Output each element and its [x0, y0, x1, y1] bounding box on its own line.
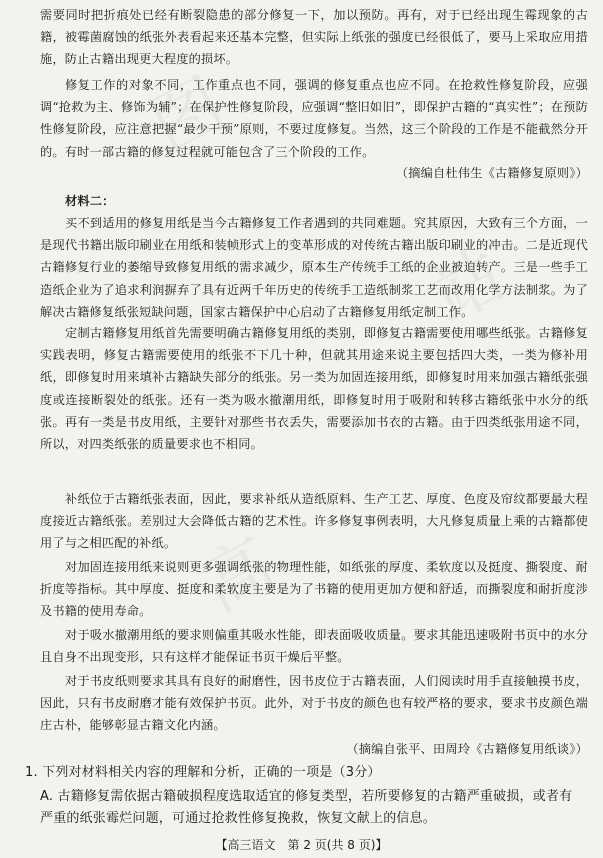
watermark: 高 — [187, 522, 288, 628]
source-citation: （摘编自杜伟生《古籍修复原则》） — [395, 166, 588, 180]
paragraph: 补纸位于古籍纸张表面，因此，要求补纸从造纸原料、生产工艺、厚度、色度及帘纹都要最大程度接近古籍纸张。差别过大会降低古籍的艺术性。许多修复事例表明，大凡修复质量上乘的古籍都使用了与之相匹配的补纸。 — [40, 492, 588, 551]
paragraph: 对加固连接用纸来说则更多强调纸张的物理性能，如纸张的厚度、柔软度以及挺度、撕裂度、耐折度等指标。其中厚度、挺度和柔软度主要是为了书籍的使用更加方便和舒适，而撕裂度和耐折度涉及书籍的使用寿命。 — [40, 560, 588, 619]
paragraph: 买不到适用的修复用纸是当今古籍修复工作者遇到的共同难题。究其原因，大致有三个方面，一是现代书籍出版印刷业在用纸和装帧形式上的变革形成的对传统古籍出版印刷业的冲击。二是近现代古籍修复行业的萎缩导致修复用纸的需求减少，原本生产传统手工纸的企业被迫转产。三是一些手工造纸企业为了追求利润摒弃了具有近两千年历史的传统手工造纸制浆工艺而改用化学方法制浆。为了解决古籍修复纸张短缺问题，国家古籍保护中心启动了古籍修复用纸定制工作。 — [40, 216, 588, 319]
watermark: 图 — [137, 62, 238, 168]
question-stem: 1. 下列对材料相关内容的理解和分析，正确的一项是（3分） — [25, 765, 381, 780]
source-citation: （摘编自张平、田周玲《古籍修复用纸谈》） — [346, 742, 588, 756]
section-heading: 材料二： — [65, 194, 115, 208]
paragraph: 需要同时把折痕处已经有断裂隐患的部分修复一下，加以预防。再有，对于已经出现生霉现象的古籍，被霉菌腐蚀的纸张外表看起来还基本完整，但实际上纸张的强度已经很低了，要马上采取应用措施，防止古籍出现更大程度的损坏。 — [40, 8, 588, 67]
watermark: 站 — [417, 232, 518, 338]
paragraph: 定制古籍修复用纸首先需要明确古籍修复用纸的类别，即修复古籍需要使用哪些纸张。古籍修复实践表明，修复古籍需要使用的纸张不下几十种，但就其用途来说主要包括四大类，一类为修补用纸，即修复时用来填补古籍缺失部分的纸张。另一类为加固连接用纸，即修复时用来加强古籍纸张强度或连接断裂处的纸张。还有一类为吸水撤潮用纸，即修复时用于吸附和转移古籍纸张中水分的纸张。再有一类是书皮用纸，主要针对那些书衣丢失，需要添加书衣的古籍。由于四类纸张用途不同，所以，对四类纸张的质量要求也不相同。 — [40, 326, 588, 452]
question-option-a: A. 古籍修复需依据古籍破损程度选取适宜的修复类型，若所要修复的古籍严重破损，或者有严重的纸张霉烂问题，可通过抢救性修复挽救，恢复文献上的信息。 — [40, 789, 573, 826]
paragraph: 对于吸水撤潮用纸的要求则偏重其吸水性能，即表面吸收质量。要求其能迅速吸附书页中的水分且自身不出现变形，只有这样才能保证书页干燥后平整。 — [40, 628, 588, 665]
page-footer: 【高三语文 第 2 页(共 8 页)】 — [215, 838, 388, 852]
paragraph: 对于书皮纸则要求其具有良好的耐磨性，因书皮位于古籍表面，人们阅读时用手直接触摸书皮，因此，只有书皮耐磨才能有效保护书页。此外，对于书皮的颜色也有较严格的要求，要求书皮颜色端庄古朴，能够彰显古籍文化内涵。 — [40, 674, 588, 733]
paragraph: 修复工作的对象不同，工作重点也不同，强调的修复重点也应不同。在抢救性修复阶段，应强调“抢救为主、修饰为辅”；在保护性修复阶段，应强调“整旧如旧”，即保护古籍的“真实性”；在预防性修复阶段，应注意把握“最少干预”原则，不要过度修复。当然，这三个阶段的工作是不能截然分开的。有时一部古籍的修复过程就可能包含了三个阶段的工作。 — [40, 78, 588, 159]
